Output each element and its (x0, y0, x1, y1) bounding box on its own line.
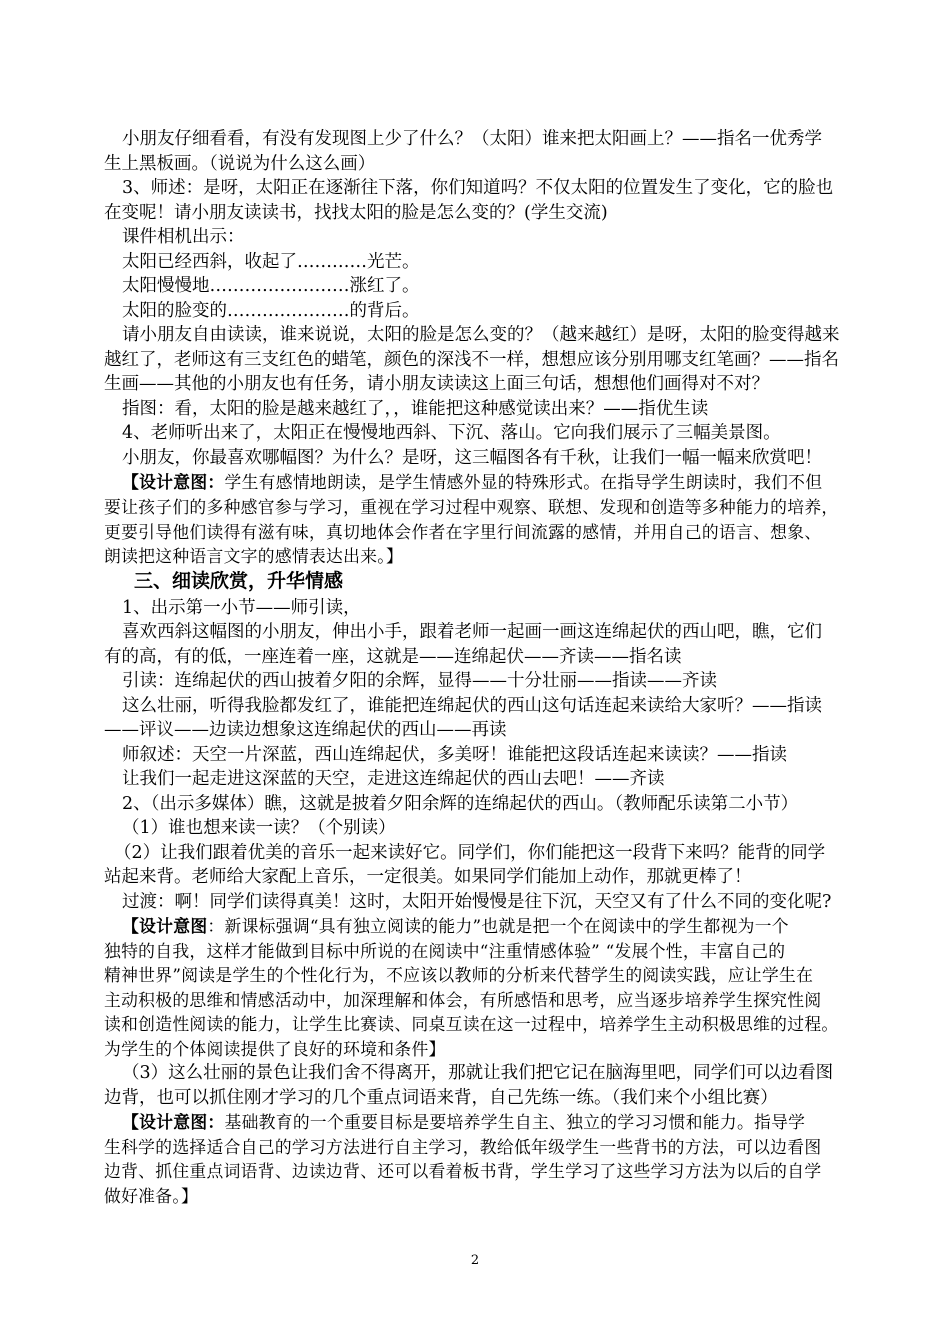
paragraph-line: 太阳的脸变的…………………的背后。 (122, 301, 420, 321)
paragraph-line: 越红了，老师这有三支红色的蜡笔，颜色的深浅不一样，想想应该分别用哪支红笔画？——指名 (104, 350, 839, 370)
paragraph-line: 3、师述：是呀，太阳正在逐渐往下落，你们知道吗？不仅太阳的位置发生了变化，它的脸也 (122, 178, 834, 198)
paragraph-line: 生画——其他的小朋友也有任务，请小朋友读读这上面三句话，想想他们画得对不对？ (104, 374, 769, 394)
paragraph-line: ——评议——边读边想象这连绵起伏的西山——再读 (104, 720, 507, 740)
paragraph-line: 4、老师听出来了，太阳正在慢慢地西斜、下沉、落山。它向我们展示了三幅美景图。 (122, 423, 781, 443)
paragraph-line: 太阳慢慢地……………………涨红了。 (122, 276, 420, 296)
paragraph-line: 小朋友仔细看看，有没有发现图上少了什么？（太阳）谁来把太阳画上？——指名一优秀学 (122, 129, 822, 149)
paragraph-line: 生上黑板画。（说说为什么这么画） (104, 154, 376, 174)
design-intent-line: 主动积极的思维和情感活动中，加深理解和体会，有所感悟和思考，应当逐步培养学生探究性阅 (104, 990, 822, 1010)
paragraph-line: 指图：看，太阳的脸是越来越红了，，谁能把这种感觉读出来？——指优生读 (122, 399, 709, 419)
paragraph-line: 让我们一起走进这深蓝的天空，走进这连绵起伏的西山去吧！——齐读 (122, 769, 665, 789)
paragraph-line: 喜欢西斜这幅图的小朋友，伸出小手，跟着老师一起画一画这连绵起伏的西山吧，瞧，它们 (122, 622, 822, 642)
design-intent-line: 要让孩子们的多种感官参与学习，重视在学习过程中观察、联想、发现和创造等多种能力的培养， (104, 497, 839, 517)
design-intent-text: 基础教育的一个重要目标是要培养学生自主、独立的学习习惯和能力。指导学 (224, 1112, 806, 1132)
paragraph-line: 太阳已经西斜，收起了…………光芒。 (122, 252, 420, 272)
design-intent-line (122, 470, 822, 494)
paragraph-line: 1、出示第一小节——师引读， (122, 598, 361, 618)
design-intent-line: 独特的自我，这样才能做到目标中所说的在阅读中“注重情感体验” “发展个性，丰富自己的 (104, 941, 786, 961)
paragraph-line: 站起来背。老师给大家配上音乐，一定很美。如果同学们能加上动作，那就更棒了！ (104, 867, 752, 887)
design-intent-line: 朗读把这种语言文字的感情表达出来。】 (104, 546, 404, 566)
design-intent-line: 为学生的个体阅读提供了良好的环境和条件】 (104, 1039, 446, 1059)
design-intent-line: 生科学的选择适合自己的学习方法进行自主学习，教给低年级学生一些背书的方法，可以边看图 (104, 1137, 822, 1157)
design-intent-label: 【设计意图： (122, 1112, 225, 1132)
paragraph-line: 师叙述：天空一片深蓝，西山连绵起伏，多美呀！谁能把这段话连起来读读？——指读 (122, 745, 787, 765)
paragraph-line: 2、（出示多媒体）瞧，这就是披着夕阳余辉的连绵起伏的西山。（教师配乐读第二小节） (122, 794, 799, 814)
design-intent-text: 学生有感情地朗读，是学生情感外显的特殊形式。在指导学生朗读时，我们不但 (224, 472, 823, 492)
design-intent-line (122, 914, 789, 938)
paragraph-line: 小朋友，你最喜欢哪幅图？为什么？是呀，这三幅图各有千秋，让我们一幅一幅来欣赏吧！ (122, 448, 822, 468)
design-intent-line: 精神世界”阅读是学生的个性化行为，不应该以教师的分析来代替学生的阅读实践，应让学生在 (104, 965, 814, 985)
paragraph-line: 边背，也可以抓住刚才学习的几个重点词语来背，自己先练一练。（我们来个小组比赛） (104, 1088, 778, 1108)
paragraph-line: 课件相机出示： (122, 227, 245, 247)
paragraph-line: （2）让我们跟着优美的音乐一起来读好它。同学们，你们能把这一段背下来吗？能背的同学 (114, 843, 826, 863)
design-intent-line: 边背、抓住重点词语背、边读边背、还可以看着板书背，学生学习了这些学习方法为以后的自学 (104, 1161, 822, 1181)
design-intent-line: 做好准备。】 (104, 1186, 199, 1206)
section-heading: 三、细读欣赏，升华情感 (134, 570, 344, 592)
design-intent-line: 更要引导他们读得有滋有味，真切地体会作者在字里行间流露的感情，并用自己的语言、想象、 (104, 522, 822, 542)
design-intent-line: 读和创造性阅读的能力，让学生比赛读、同桌互读在这一过程中，培养学生主动积极思维的过程。 (104, 1014, 839, 1034)
page-number: 2 (470, 1253, 480, 1268)
paragraph-line: 在变呢！请小朋友读读书，找找太阳的脸是怎么变的？(学生交流) (104, 203, 608, 223)
design-intent-text: ：新课标强调“具有独立阅读的能力”也就是把一个在阅读中的学生都视为一个 (207, 916, 789, 936)
design-intent-label: 【设计意图： (122, 472, 225, 492)
design-intent-label: 【设计意图 (122, 916, 208, 936)
paragraph-line: （3）这么壮丽的景色让我们舍不得离开，那就让我们把它记在脑海里吧，同学们可以边看图 (122, 1063, 834, 1083)
design-intent-line (122, 1110, 805, 1134)
paragraph-line: 引读：连绵起伏的西山披着夕阳的余辉，显得——十分壮丽——指读——齐读 (122, 671, 717, 691)
paragraph-line: 有的高，有的低，一座连着一座，这就是——连绵起伏——齐读——指名读 (104, 647, 682, 667)
paragraph-line: （1）谁也想来读一读？（个别读） (122, 818, 396, 838)
paragraph-line: 请小朋友自由读读，谁来说说，太阳的脸是怎么变的？（越来越红）是呀，太阳的脸变得越来 (122, 325, 840, 345)
paragraph-line: 这么壮丽，听得我脸都发红了，谁能把连绵起伏的西山这句话连起来读给大家听？——指读 (122, 696, 822, 716)
paragraph-line: 过渡：啊！同学们读得真美！这时，太阳开始慢慢是往下沉，天空又有了什么不同的变化呢? (122, 892, 832, 912)
